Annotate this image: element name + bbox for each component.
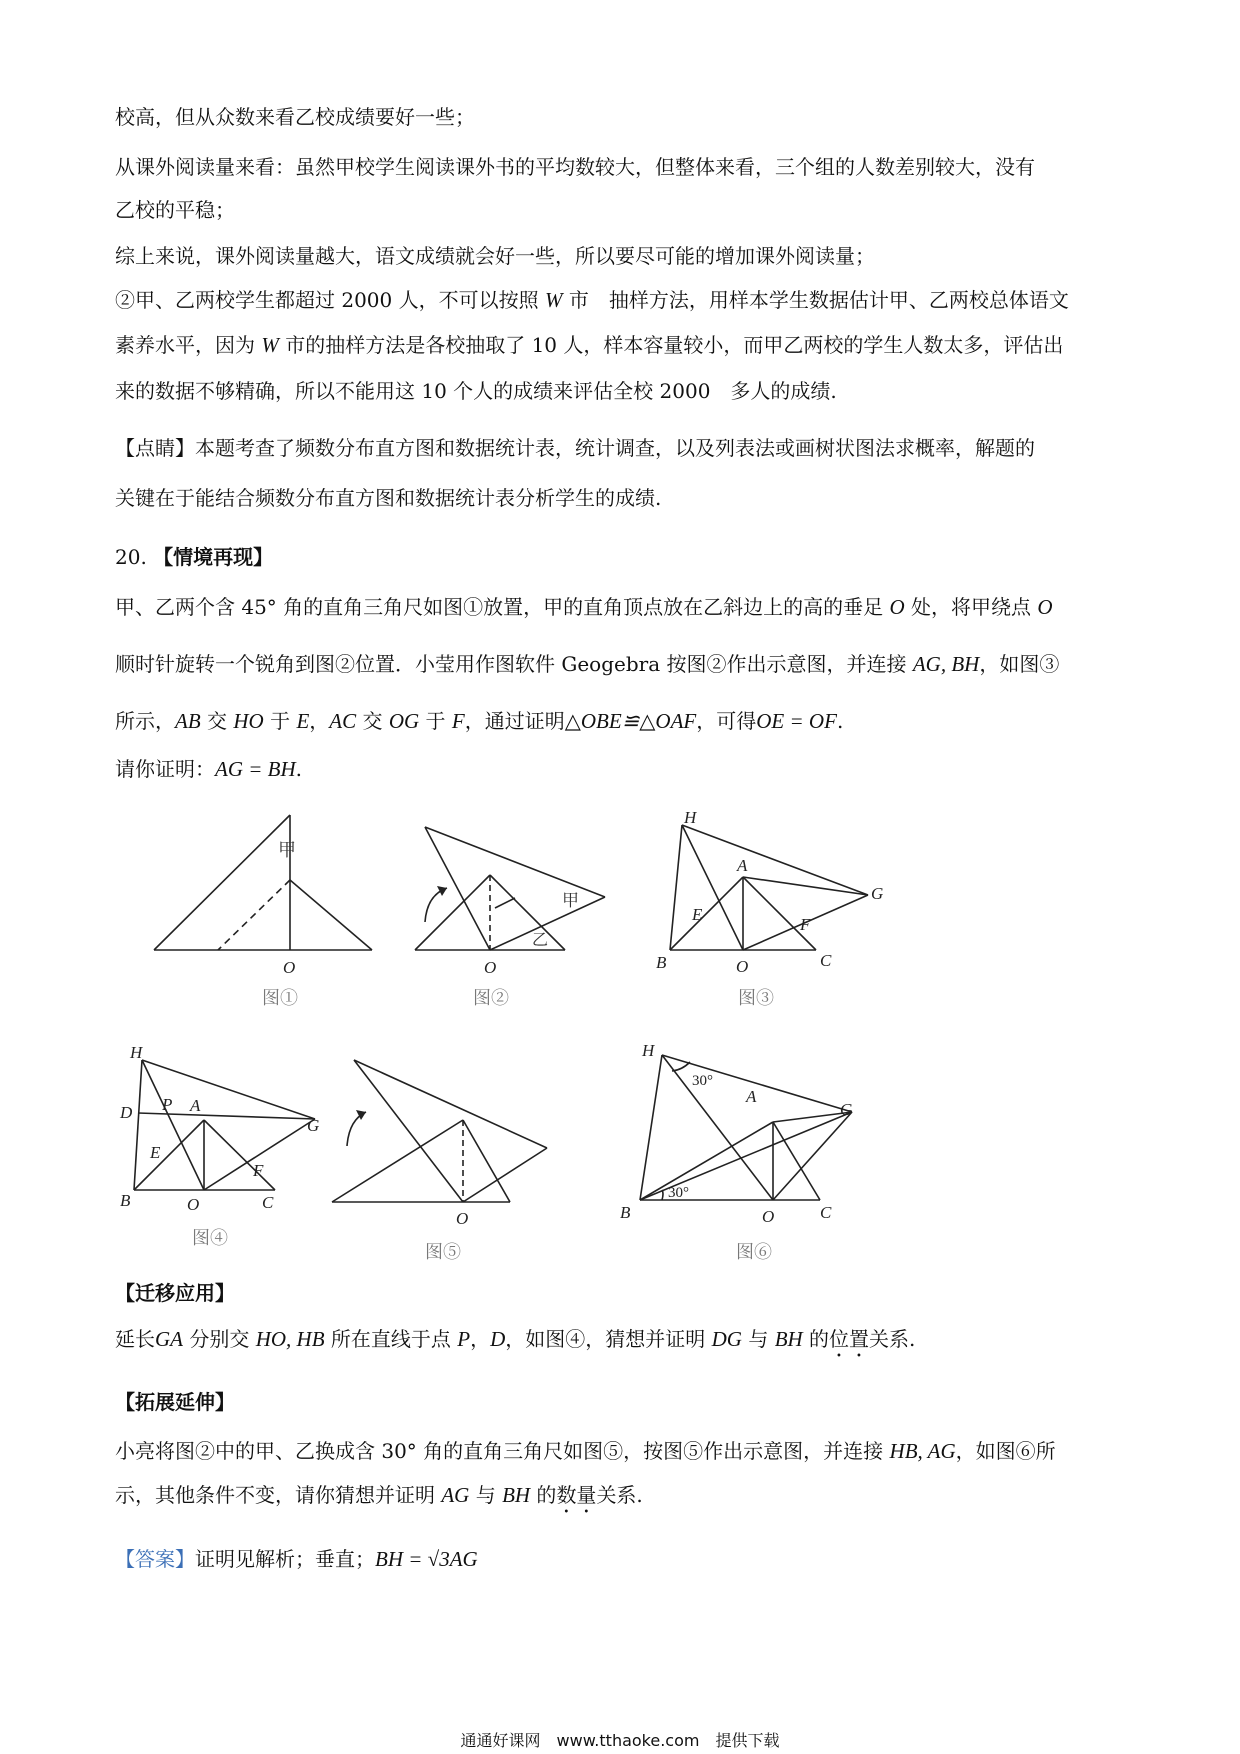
label-C: C <box>262 1193 274 1212</box>
para-line-4a <box>115 286 1069 314</box>
text: 市 抽样方法，用样本学生数据估计甲、乙两校总体语文 <box>562 288 1069 312</box>
text: ，通过证明 <box>464 709 565 733</box>
para-line-5a <box>115 434 1035 462</box>
extend-line-1 <box>115 1437 1056 1465</box>
math: DG <box>711 1327 742 1351</box>
figure-6 <box>620 1040 900 1274</box>
answer-math: BH = √3AG <box>375 1547 478 1571</box>
figure-2-svg <box>395 800 625 1030</box>
text: ，如图⑥所 <box>955 1439 1056 1463</box>
math-congruence: △OBE≌△OAF <box>564 709 697 733</box>
math-equation: AG = BH <box>215 757 296 781</box>
math-W: W <box>544 288 563 312</box>
text: 交 <box>356 709 389 733</box>
label-E: E <box>150 1143 161 1162</box>
text: 的 <box>530 1483 557 1507</box>
math: HO <box>233 709 264 733</box>
text: 本题考查了频数分布直方图和数据统计表，统计调查，以及列表法或画树状图法求概率，解题的 <box>195 436 1035 460</box>
rotation-arrow-icon <box>437 886 447 896</box>
text: 所示， <box>115 709 175 733</box>
figure-5-caption: 图⑤ <box>425 1242 461 1262</box>
text: ， <box>309 709 330 733</box>
text: 顺时针旋转一个锐角到图②位置．小莹用作图软件 Geogebra 按图②作出示意图，并连接 <box>115 652 913 676</box>
figure-1-caption: 图① <box>262 988 298 1008</box>
label-O: O <box>187 1195 200 1214</box>
math: AC <box>329 709 357 733</box>
label-yi: 乙 <box>532 932 549 949</box>
text: ， <box>470 1327 491 1351</box>
figure-1-svg <box>140 800 380 1030</box>
label-G: G <box>840 1100 853 1119</box>
label-A: A <box>190 1096 201 1115</box>
text: 所在直线于点 <box>324 1327 458 1351</box>
label-C: C <box>820 1203 832 1222</box>
figure-2 <box>395 800 625 1034</box>
figure-3-svg <box>650 800 900 1030</box>
text: 示，其他条件不变，请你猜想并证明 <box>115 1483 442 1507</box>
label-A: A <box>737 856 748 875</box>
label-O: O <box>283 958 296 977</box>
math: HO, HB <box>255 1327 325 1351</box>
label-H: H <box>130 1043 143 1062</box>
dianjing-tag: 【点睛】 <box>115 436 195 460</box>
para-line-4c: 来的数据不够精确，所以不能用这 10 个人的成绩来评估全校 2000 多人的成绩. <box>115 379 837 403</box>
para-line-5b: 关键在于能结合频数分布直方图和数据统计表分析学生的成绩. <box>115 486 662 510</box>
figure-1 <box>140 800 380 1034</box>
label-C: C <box>820 951 832 970</box>
label-G: G <box>871 884 884 903</box>
para-line-2b: 乙校的平稳； <box>115 198 235 222</box>
text: ，可得 <box>696 709 757 733</box>
math: D <box>490 1327 506 1351</box>
label-D: D <box>120 1103 133 1122</box>
text: 素养水平，因为 <box>115 333 262 357</box>
extend-title: 【拓展延伸】 <box>115 1390 235 1414</box>
q20-line-4 <box>115 755 302 783</box>
q20-line-1 <box>115 593 1053 621</box>
math: AG <box>441 1483 470 1507</box>
q20-line-3 <box>115 707 843 735</box>
math: GA <box>155 1327 183 1351</box>
footer-watermark: 通通好课网 www.tthaoke.com 提供下载 <box>460 1731 780 1750</box>
text: 于 <box>419 709 452 733</box>
label-H: H <box>642 1041 655 1060</box>
math: E <box>296 709 310 733</box>
para-line-4b <box>115 331 1063 359</box>
math-AG-BH: AG, BH <box>912 652 980 676</box>
answer-tag: 【答案】 <box>115 1547 195 1571</box>
text: 分别交 <box>183 1327 256 1351</box>
label-H: H <box>684 808 697 827</box>
figure-3-caption: 图③ <box>738 988 774 1008</box>
math: AB <box>175 709 201 733</box>
text: 甲、乙两个含 45° 角的直角三角尺如图①放置，甲的直角顶点放在乙斜边上的高的垂足 <box>115 595 890 619</box>
math: BH <box>774 1327 803 1351</box>
label-P: P <box>162 1095 173 1114</box>
figure-2-caption: 图② <box>473 988 509 1008</box>
math-equation: OE = OF <box>756 709 837 733</box>
text: 请你证明： <box>115 757 215 781</box>
text: ，如图③ <box>979 652 1060 676</box>
figure-5 <box>330 1040 620 1274</box>
label-O: O <box>456 1209 469 1228</box>
math: F <box>451 709 465 733</box>
math: HB, AG <box>889 1439 956 1463</box>
label-O: O <box>736 957 749 976</box>
math-W: W <box>261 333 279 357</box>
text: 处，将甲绕点 <box>904 595 1038 619</box>
angle-label-30-top: 30° <box>692 1073 713 1089</box>
math: OG <box>388 709 420 733</box>
text: 关系. <box>869 1327 916 1351</box>
text: 的 <box>802 1327 830 1351</box>
para-line-3: 综上来说，课外阅读量越大，语文成绩就会好一些，所以要尽可能的增加课外阅读量； <box>115 244 875 268</box>
text: 延长 <box>115 1327 155 1351</box>
figure-3 <box>650 800 900 1034</box>
section-title: 【情境再现】 <box>153 545 274 569</box>
figure-5-svg <box>330 1040 620 1270</box>
angle-label-30-bottom: 30° <box>668 1185 689 1201</box>
text: 与 <box>469 1483 503 1507</box>
transfer-line <box>115 1325 915 1362</box>
label-B: B <box>620 1203 631 1222</box>
label-B: B <box>120 1191 131 1210</box>
label-G: G <box>307 1116 320 1135</box>
text: 于 <box>263 709 297 733</box>
text: . <box>836 709 844 733</box>
label-O: O <box>484 958 497 977</box>
emphasis-text: 位置 <box>829 1327 870 1351</box>
figure-6-svg <box>620 1040 900 1270</box>
text: 市的抽样方法是各校抽取了 10 人，样本容量较小，而甲乙两校的学生人数太多，评估出 <box>278 333 1064 357</box>
math-O: O <box>1037 595 1053 619</box>
figure-6-caption: 图⑥ <box>736 1242 772 1262</box>
label-F: F <box>253 1161 264 1180</box>
text: ，如图④，猜想并证明 <box>505 1327 712 1351</box>
text: 小亮将图②中的甲、乙换成含 30° 角的直角三角尺如图⑤，按图⑤作出示意图，并连接 <box>115 1439 890 1463</box>
text: 交 <box>200 709 234 733</box>
label-O: O <box>762 1207 775 1226</box>
answer-text: 证明见解析；垂直； <box>195 1547 375 1571</box>
emphasis-text: 数量 <box>556 1483 597 1507</box>
para-line-1: 校高，但从众数来看乙校成绩要好一些； <box>115 105 475 129</box>
label-B: B <box>656 953 667 972</box>
text: ②甲、乙两校学生都超过 2000 人，不可以按照 <box>115 288 545 312</box>
extend-line-2 <box>115 1481 643 1518</box>
para-line-2a: 从课外阅读量来看：虽然甲校学生阅读课外书的平均数较大，但整体来看，三个组的人数差别较大，没有 <box>115 155 1035 179</box>
transfer-title: 【迁移应用】 <box>115 1281 235 1305</box>
math: P <box>457 1327 471 1351</box>
q20-heading <box>115 543 273 571</box>
text: 与 <box>741 1327 775 1351</box>
label-F: F <box>800 915 811 934</box>
q20-line-2 <box>115 650 1059 678</box>
label-E: E <box>692 905 703 924</box>
text: 关系. <box>596 1483 643 1507</box>
math-O: O <box>889 595 905 619</box>
figure-4-caption: 图④ <box>192 1228 228 1248</box>
question-number: 20. <box>115 545 147 569</box>
label-A: A <box>746 1087 757 1106</box>
math: BH <box>502 1483 531 1507</box>
answer-line <box>115 1545 478 1573</box>
label-jia: 甲 <box>278 840 296 860</box>
label-jia: 甲 <box>562 891 579 910</box>
text: . <box>295 757 303 781</box>
